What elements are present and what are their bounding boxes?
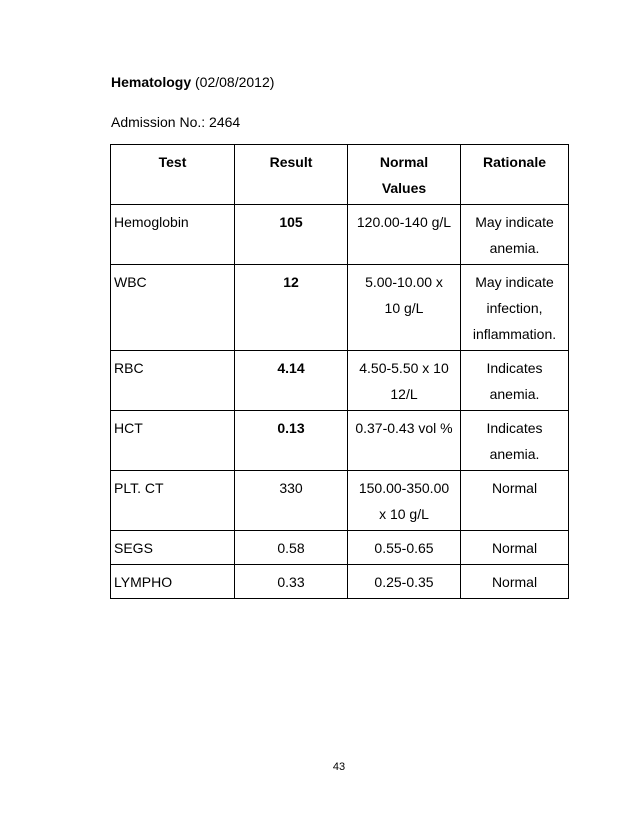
test-name: SEGS [111, 531, 235, 565]
column-header-result: Result [235, 145, 348, 205]
admission-number: Admission No.: 2464 [111, 114, 241, 130]
rationale: May indicate anemia. [461, 205, 569, 265]
test-name: Hemoglobin [111, 205, 235, 265]
rationale: Normal [461, 531, 569, 565]
page-title [111, 74, 274, 90]
table-row [111, 531, 569, 565]
normal-values: 0.55-0.65 [348, 531, 461, 565]
table-row [111, 565, 569, 599]
test-name: WBC [111, 265, 235, 351]
table-row [111, 471, 569, 531]
title-label: Hematology [111, 74, 192, 90]
normal-values: 0.25-0.35 [348, 565, 461, 599]
test-result: 12 [235, 265, 348, 351]
normal-values: 120.00-140 g/L [348, 205, 461, 265]
table-header-row [111, 145, 569, 205]
test-name: LYMPHO [111, 565, 235, 599]
normal-values: 0.37-0.43 vol % [348, 411, 461, 471]
normal-values: 5.00-10.00 x 10 g/L [348, 265, 461, 351]
table-row [111, 351, 569, 411]
table-row [111, 265, 569, 351]
test-result: 0.33 [235, 565, 348, 599]
hematology-table [110, 144, 569, 599]
test-result: 4.14 [235, 351, 348, 411]
test-name: HCT [111, 411, 235, 471]
table-row [111, 411, 569, 471]
table-row [111, 205, 569, 265]
page-number: 43 [332, 761, 346, 773]
test-result: 105 [235, 205, 348, 265]
test-result: 330 [235, 471, 348, 531]
test-result: 0.13 [235, 411, 348, 471]
rationale: Normal [461, 471, 569, 531]
normal-values: 4.50-5.50 x 10 12/L [348, 351, 461, 411]
rationale: May indicate infection, inflammation. [461, 265, 569, 351]
test-name: PLT. CT [111, 471, 235, 531]
title-date: (02/08/2012) [195, 74, 275, 90]
column-header-normal-values: Normal Values [348, 145, 461, 205]
test-result: 0.58 [235, 531, 348, 565]
column-header-rationale: Rationale [461, 145, 569, 205]
rationale: Indicates anemia. [461, 411, 569, 471]
test-name: RBC [111, 351, 235, 411]
normal-values: 150.00-350.00 x 10 g/L [348, 471, 461, 531]
column-header-test: Test [111, 145, 235, 205]
rationale: Normal [461, 565, 569, 599]
rationale: Indicates anemia. [461, 351, 569, 411]
